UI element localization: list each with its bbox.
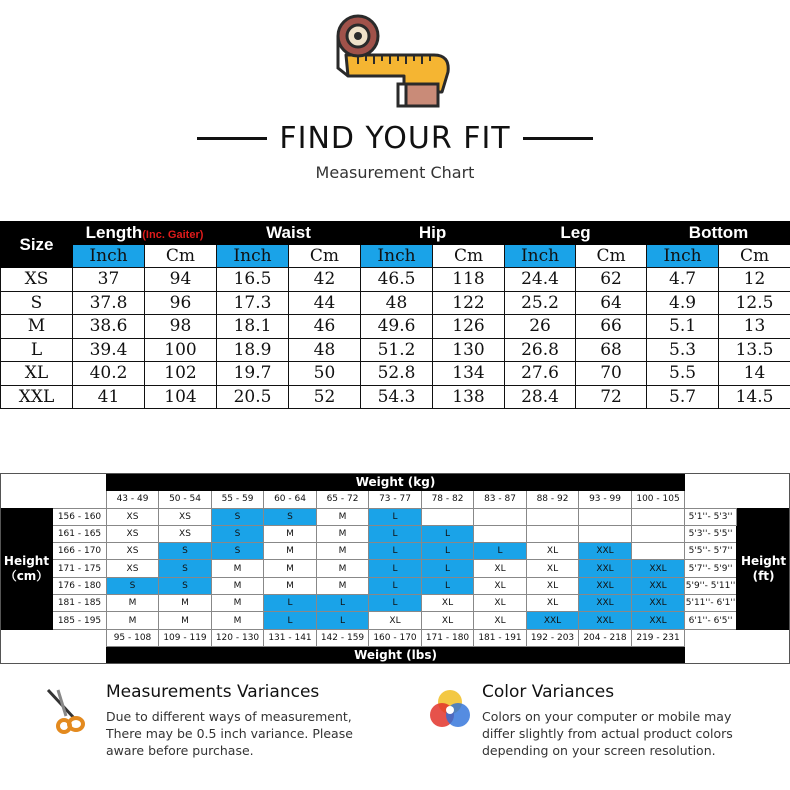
height-row: [1, 612, 790, 629]
note-line: There may be 0.5 inch variance. Please: [106, 726, 353, 741]
title-divider-left: [197, 137, 267, 140]
size-recommendation-cell: [632, 543, 685, 560]
size-recommendation-cell: M: [212, 577, 264, 594]
height-ft-cell: 5'7''- 5'9'': [685, 560, 737, 577]
size-recommendation-cell: S: [107, 577, 159, 594]
size-recommendation-cell: M: [264, 577, 317, 594]
size-recommendation-cell: L: [369, 595, 422, 612]
size-recommendation-cell: M: [317, 577, 369, 594]
note-text: [482, 708, 762, 759]
height-ft-cell: 5'1''- 5'3'': [685, 508, 737, 525]
measurement-variance-note: [106, 682, 386, 759]
measurement-cell: 46.5: [361, 268, 433, 292]
height-row: [1, 577, 790, 594]
kg-range-cell: 55 - 59: [212, 491, 264, 508]
note-title: Color Variances: [482, 682, 615, 702]
measurement-cell: 13: [719, 315, 790, 339]
height-row: [1, 525, 790, 542]
blank-cell: [1, 629, 107, 646]
size-recommendation-cell: M: [212, 560, 264, 577]
lbs-range-cell: 131 - 141: [264, 629, 317, 646]
size-recommendation-cell: XXL: [579, 577, 632, 594]
measurement-cell: 94: [145, 268, 217, 292]
size-row: [1, 315, 790, 339]
size-recommendation-cell: L: [264, 595, 317, 612]
size-recommendation-cell: M: [317, 543, 369, 560]
measurement-cell: 100: [145, 338, 217, 362]
height-ft-cell: 5'11''- 6'1'': [685, 595, 737, 612]
size-cell: M: [1, 315, 73, 339]
size-row: [1, 291, 790, 315]
size-row: [1, 362, 790, 386]
measurement-cell: 52: [289, 385, 361, 409]
measurement-cell: 28.4: [505, 385, 576, 409]
measurement-cell: 5.5: [647, 362, 719, 386]
size-row: [1, 338, 790, 362]
kg-range-cell: 93 - 99: [579, 491, 632, 508]
measurement-cell: 39.4: [73, 338, 145, 362]
lbs-range-cell: 171 - 180: [422, 629, 474, 646]
note-line: differ slightly from actual product colors: [482, 726, 733, 741]
kg-range-cell: 43 - 49: [107, 491, 159, 508]
unit-inch: Inch: [647, 245, 719, 268]
size-recommendation-cell: M: [159, 612, 212, 629]
size-cell: XXL: [1, 385, 73, 409]
measurement-cell: 26: [505, 315, 576, 339]
measurement-cell: 16.5: [217, 268, 289, 292]
size-measurement-table: [0, 221, 790, 409]
size-recommendation-cell: [579, 525, 632, 542]
measurement-cell: 49.6: [361, 315, 433, 339]
group-header-leg: Leg: [505, 222, 647, 245]
lbs-range-cell: 160 - 170: [369, 629, 422, 646]
size-recommendation-cell: L: [317, 595, 369, 612]
measurement-cell: 17.3: [217, 291, 289, 315]
size-recommendation-cell: S: [264, 508, 317, 525]
measurement-cell: 48: [361, 291, 433, 315]
size-cell: L: [1, 338, 73, 362]
size-recommendation-cell: S: [212, 508, 264, 525]
group-header-length: [73, 222, 217, 245]
lbs-range-cell: 181 - 191: [474, 629, 527, 646]
measurement-cell: 38.6: [73, 315, 145, 339]
unit-inch: Inch: [361, 245, 433, 268]
blank-cell: [685, 474, 790, 491]
color-circles-icon: [426, 686, 474, 734]
kg-range-cell: 88 - 92: [527, 491, 579, 508]
measurement-cell: 70: [576, 362, 647, 386]
kg-range-cell: 83 - 87: [474, 491, 527, 508]
size-recommendation-cell: XXL: [527, 612, 579, 629]
size-recommendation-cell: L: [422, 560, 474, 577]
lbs-range-cell: 120 - 130: [212, 629, 264, 646]
measurement-cell: 4.7: [647, 268, 719, 292]
size-cell: XS: [1, 268, 73, 292]
size-recommendation-cell: XXL: [579, 560, 632, 577]
unit-inch: Inch: [73, 245, 145, 268]
height-cm-cell: 161 - 165: [53, 525, 107, 542]
measurement-cell: 27.6: [505, 362, 576, 386]
blank-cell: [1, 646, 107, 663]
size-recommendation-cell: XS: [107, 560, 159, 577]
height-row: [1, 543, 790, 560]
size-recommendation-cell: M: [264, 525, 317, 542]
height-ft-label-line: Height: [740, 553, 787, 568]
measurement-cell: 126: [433, 315, 505, 339]
size-recommendation-cell: [527, 508, 579, 525]
measurement-cell: 68: [576, 338, 647, 362]
size-recommendation-cell: M: [264, 543, 317, 560]
measurement-cell: 42: [289, 268, 361, 292]
size-recommendation-cell: L: [369, 543, 422, 560]
size-recommendation-cell: XXL: [579, 612, 632, 629]
size-recommendation-cell: [632, 525, 685, 542]
weight-lbs-band-row: [1, 646, 790, 663]
measurement-cell: 130: [433, 338, 505, 362]
size-recommendation-cell: [579, 508, 632, 525]
size-recommendation-cell: XL: [474, 577, 527, 594]
measurement-cell: 64: [576, 291, 647, 315]
height-row: [1, 508, 790, 525]
measurement-cell: 72: [576, 385, 647, 409]
measurement-cell: 46: [289, 315, 361, 339]
unit-cm: Cm: [145, 245, 217, 268]
measurement-cell: 37.8: [73, 291, 145, 315]
measurement-cell: 20.5: [217, 385, 289, 409]
size-recommendation-cell: S: [159, 560, 212, 577]
size-recommendation-cell: XL: [474, 595, 527, 612]
kg-range-cell: 78 - 82: [422, 491, 474, 508]
size-recommendation-cell: S: [159, 577, 212, 594]
size-recommendation-cell: S: [159, 543, 212, 560]
measurement-cell: 26.8: [505, 338, 576, 362]
height-cm-label-line: （cm）: [4, 568, 49, 583]
height-cm-cell: 166 - 170: [53, 543, 107, 560]
measurement-cell: 102: [145, 362, 217, 386]
size-recommendation-cell: XS: [107, 508, 159, 525]
size-recommendation-cell: XS: [107, 543, 159, 560]
height-ft-cell: 5'9''- 5'11'': [685, 577, 737, 594]
weight-kg-label: Weight (kg): [107, 474, 685, 491]
size-table-unit-header: [1, 245, 790, 268]
height-cm-cell: 156 - 160: [53, 508, 107, 525]
size-recommendation-cell: L: [369, 560, 422, 577]
size-recommendation-cell: M: [317, 508, 369, 525]
size-recommendation-cell: L: [422, 525, 474, 542]
size-recommendation-cell: S: [212, 525, 264, 542]
size-recommendation-cell: L: [317, 612, 369, 629]
size-recommendation-cell: XL: [474, 560, 527, 577]
note-line: Due to different ways of measurement,: [106, 709, 352, 724]
size-table-group-header: [1, 222, 790, 245]
measurement-cell: 104: [145, 385, 217, 409]
size-recommendation-cell: XXL: [632, 595, 685, 612]
size-recommendation-cell: [474, 525, 527, 542]
measurement-cell: 52.8: [361, 362, 433, 386]
size-recommendation-cell: XXL: [579, 595, 632, 612]
lbs-range-row: [1, 629, 790, 646]
kg-range-cell: 65 - 72: [317, 491, 369, 508]
weight-lbs-label: Weight (lbs): [107, 646, 685, 663]
measurement-cell: 13.5: [719, 338, 790, 362]
size-recommendation-cell: L: [422, 577, 474, 594]
group-header-bottom: Bottom: [647, 222, 790, 245]
size-recommendation-cell: XS: [159, 508, 212, 525]
lbs-range-cell: 95 - 108: [107, 629, 159, 646]
measurement-cell: 122: [433, 291, 505, 315]
size-recommendation-cell: XL: [527, 560, 579, 577]
size-recommendation-cell: XL: [422, 595, 474, 612]
scissors-icon: [40, 686, 88, 734]
group-header-hip: Hip: [361, 222, 505, 245]
size-recommendation-cell: XXL: [632, 560, 685, 577]
color-variance-note: [482, 682, 762, 759]
lbs-range-cell: 204 - 218: [579, 629, 632, 646]
height-ft-label: [737, 508, 790, 629]
unit-cm: Cm: [719, 245, 790, 268]
kg-range-cell: 50 - 54: [159, 491, 212, 508]
size-recommendation-cell: XL: [527, 577, 579, 594]
size-recommendation-cell: XL: [422, 612, 474, 629]
height-cm-cell: 171 - 175: [53, 560, 107, 577]
size-cell: S: [1, 291, 73, 315]
height-ft-cell: 6'1''- 6'5'': [685, 612, 737, 629]
measurement-cell: 12: [719, 268, 790, 292]
page-subtitle: Measurement Chart: [315, 163, 475, 182]
size-recommendation-cell: S: [212, 543, 264, 560]
measurement-cell: 25.2: [505, 291, 576, 315]
size-recommendation-cell: M: [264, 560, 317, 577]
measurement-cell: 50: [289, 362, 361, 386]
note-title: Measurements Variances: [106, 682, 320, 702]
measurement-cell: 14: [719, 362, 790, 386]
size-recommendation-cell: M: [159, 595, 212, 612]
measurement-cell: 18.9: [217, 338, 289, 362]
height-cm-cell: 185 - 195: [53, 612, 107, 629]
measurement-cell: 5.3: [647, 338, 719, 362]
measurement-cell: 138: [433, 385, 505, 409]
size-recommendation-cell: L: [369, 508, 422, 525]
measurement-cell: 19.7: [217, 362, 289, 386]
size-recommendation-cell: M: [317, 560, 369, 577]
height-row: [1, 560, 790, 577]
measurement-cell: 37: [73, 268, 145, 292]
size-recommendation-cell: M: [212, 595, 264, 612]
size-cell: XL: [1, 362, 73, 386]
size-recommendation-cell: [474, 508, 527, 525]
size-recommendation-cell: M: [107, 595, 159, 612]
page-title: FIND YOUR FIT: [279, 120, 511, 156]
size-recommendation-cell: XXL: [632, 577, 685, 594]
blank-cell: [685, 646, 790, 663]
height-ft-cell: 5'5''- 5'7'': [685, 543, 737, 560]
lbs-range-cell: 192 - 203: [527, 629, 579, 646]
height-row: [1, 595, 790, 612]
size-recommendation-cell: [422, 508, 474, 525]
size-recommendation-cell: L: [369, 525, 422, 542]
note-line: aware before purchase.: [106, 743, 254, 758]
height-ft-label-line: (ft): [752, 568, 775, 583]
measuring-tape-icon: [334, 10, 454, 110]
unit-inch: Inch: [217, 245, 289, 268]
measurement-cell: 5.7: [647, 385, 719, 409]
measurement-cell: 12.5: [719, 291, 790, 315]
size-recommendation-cell: XS: [107, 525, 159, 542]
height-ft-cell: 5'3''- 5'5'': [685, 525, 737, 542]
blank-cell: [685, 491, 790, 508]
note-line: depending on your screen resolution.: [482, 743, 716, 758]
note-text: [106, 708, 386, 759]
size-recommendation-cell: XS: [159, 525, 212, 542]
size-recommendation-cell: M: [212, 612, 264, 629]
title-row: [0, 118, 790, 158]
size-row: [1, 268, 790, 292]
size-column-header: Size: [1, 222, 73, 268]
size-recommendation-cell: M: [107, 612, 159, 629]
measurement-cell: 54.3: [361, 385, 433, 409]
size-row: [1, 385, 790, 409]
measurement-cell: 44: [289, 291, 361, 315]
kg-range-cell: 100 - 105: [632, 491, 685, 508]
size-recommendation-cell: M: [317, 525, 369, 542]
kg-range-row: [1, 491, 790, 508]
measurement-cell: 66: [576, 315, 647, 339]
measurement-cell: 18.1: [217, 315, 289, 339]
size-recommendation-cell: L: [264, 612, 317, 629]
note-line: Colors on your computer or mobile may: [482, 709, 732, 724]
lbs-range-cell: 219 - 231: [632, 629, 685, 646]
size-recommendation-cell: XL: [527, 595, 579, 612]
measurement-cell: 98: [145, 315, 217, 339]
measurement-cell: 41: [73, 385, 145, 409]
measurement-cell: 24.4: [505, 268, 576, 292]
measurement-cell: 40.2: [73, 362, 145, 386]
measurement-cell: 51.2: [361, 338, 433, 362]
measurement-cell: 14.5: [719, 385, 790, 409]
size-recommendation-cell: L: [474, 543, 527, 560]
unit-cm: Cm: [576, 245, 647, 268]
blank-cell: [685, 629, 790, 646]
lbs-range-cell: 142 - 159: [317, 629, 369, 646]
size-recommendation-cell: [527, 525, 579, 542]
size-recommendation-cell: [632, 508, 685, 525]
lbs-range-cell: 109 - 119: [159, 629, 212, 646]
weight-kg-band-row: [1, 474, 790, 491]
title-divider-right: [523, 137, 593, 140]
group-label: Length: [85, 223, 143, 242]
measurement-cell: 134: [433, 362, 505, 386]
unit-cm: Cm: [433, 245, 505, 268]
measurement-cell: 48: [289, 338, 361, 362]
kg-range-cell: 73 - 77: [369, 491, 422, 508]
size-recommendation-cell: XXL: [579, 543, 632, 560]
measurement-cell: 62: [576, 268, 647, 292]
blank-cell: [1, 491, 107, 508]
size-recommendation-cell: L: [369, 577, 422, 594]
group-header-waist: Waist: [217, 222, 361, 245]
height-cm-cell: 181 - 185: [53, 595, 107, 612]
measurement-cell: 5.1: [647, 315, 719, 339]
height-cm-label-line: Height: [3, 553, 50, 568]
size-recommendation-cell: L: [422, 543, 474, 560]
size-recommendation-cell: XL: [369, 612, 422, 629]
measurement-cell: 96: [145, 291, 217, 315]
size-recommendation-cell: XL: [527, 543, 579, 560]
blank-cell: [1, 474, 107, 491]
unit-cm: Cm: [289, 245, 361, 268]
group-note: (Inc. Gaiter): [142, 229, 204, 241]
size-recommendation-cell: XXL: [632, 612, 685, 629]
height-cm-label: [1, 508, 53, 629]
kg-range-cell: 60 - 64: [264, 491, 317, 508]
measurement-cell: 118: [433, 268, 505, 292]
size-recommendation-cell: XL: [474, 612, 527, 629]
unit-inch: Inch: [505, 245, 576, 268]
height-cm-cell: 176 - 180: [53, 577, 107, 594]
height-weight-chart: [0, 473, 790, 664]
measurement-cell: 4.9: [647, 291, 719, 315]
